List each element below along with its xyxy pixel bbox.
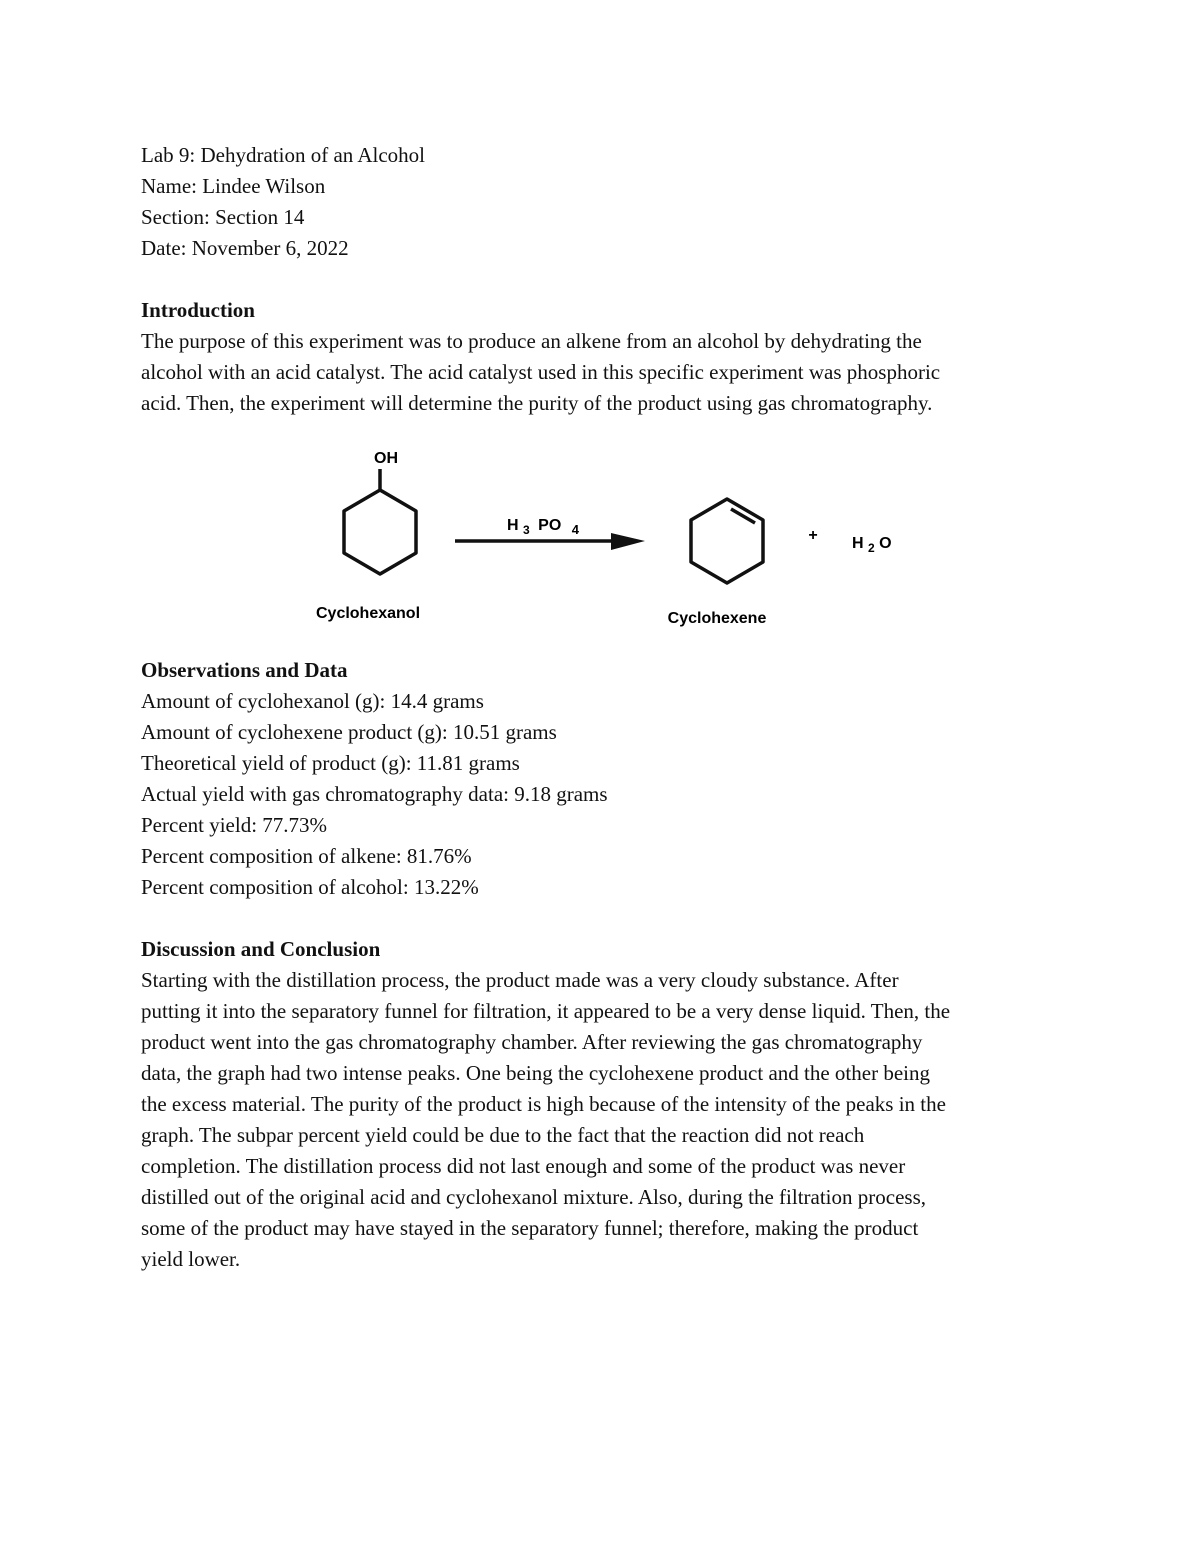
discussion-paragraph bbox=[141, 965, 1071, 1275]
date-info: Date: November 6, 2022 bbox=[141, 236, 349, 260]
reagent-label bbox=[507, 517, 580, 538]
water-sub-2: 2 bbox=[868, 541, 875, 555]
discussion-heading: Discussion and Conclusion bbox=[141, 937, 381, 961]
water-o: O bbox=[879, 535, 892, 552]
cyclohexanol-structure bbox=[316, 450, 420, 622]
discussion-line: some of the product may have stayed in the separatory funnel; therefore, making the product bbox=[141, 1216, 919, 1240]
reagent-sub-3: 3 bbox=[523, 523, 530, 537]
observation-item: Percent composition of alkene: 81.76% bbox=[141, 844, 472, 868]
discussion-line: Starting with the distillation process, the product made was a very cloudy substance. After bbox=[141, 968, 899, 992]
lab-title: Lab 9: Dehydration of an Alcohol bbox=[141, 143, 426, 167]
discussion-line: distilled out of the original acid and cyclohexanol mixture. Also, during the filtration process, bbox=[141, 1185, 926, 1209]
reagent-po: PO bbox=[538, 517, 562, 534]
discussion-line: the excess material. The purity of the product is high because of the intensity of the peaks in the bbox=[141, 1092, 946, 1116]
reagent-h: H bbox=[507, 517, 519, 534]
introduction-line: The purpose of this experiment was to produce an alkene from an alcohol by dehydrating the bbox=[141, 329, 922, 353]
discussion-line: putting it into the separatory funnel for filtration, it appeared to be a very dense liquid. Then, the bbox=[141, 999, 951, 1023]
introduction-line: acid. Then, the experiment will determine the purity of the product using gas chromatography. bbox=[141, 391, 933, 415]
cyclohexanol-label: Cyclohexanol bbox=[315, 605, 421, 622]
introduction-heading: Introduction bbox=[141, 298, 255, 322]
discussion-line: graph. The subpar percent yield could be due to the fact that the reaction did not reach bbox=[141, 1123, 865, 1147]
introduction-paragraph bbox=[141, 326, 1071, 419]
discussion-line: completion. The distillation process did not last enough and some of the product was never bbox=[141, 1154, 906, 1178]
reagent-sub-4: 4 bbox=[571, 522, 579, 537]
introduction-line: alcohol with an acid catalyst. The acid catalyst used in this specific experiment was phosphoric bbox=[141, 360, 941, 384]
observation-item: Amount of cyclohexanol (g): 14.4 grams bbox=[141, 689, 484, 713]
cyclohexene-label: Cyclohexene bbox=[667, 610, 767, 627]
observation-item: Amount of cyclohexene product (g): 10.51 grams bbox=[141, 720, 557, 744]
discussion-line: product went into the gas chromatography chamber. After reviewing the gas chromatography bbox=[141, 1030, 923, 1054]
observation-item: Actual yield with gas chromatography data: 9.18 grams bbox=[141, 782, 608, 806]
section-info: Section: Section 14 bbox=[141, 205, 305, 229]
observation-item: Percent yield: 77.73% bbox=[141, 813, 328, 837]
observation-item: Percent composition of alcohol: 13.22% bbox=[141, 875, 479, 899]
plus-sign: + bbox=[808, 527, 818, 544]
water-h: H bbox=[852, 535, 864, 552]
cyclohexene-structure bbox=[668, 499, 767, 627]
discussion-line: data, the graph had two intense peaks. One being the cyclohexene product and the other being bbox=[141, 1061, 930, 1085]
water-formula bbox=[852, 535, 892, 556]
reaction-arrow bbox=[455, 517, 645, 550]
discussion-line: yield lower. bbox=[141, 1247, 241, 1271]
hydroxyl-label: OH bbox=[374, 450, 398, 467]
reaction-scheme bbox=[141, 419, 1071, 655]
student-name: Name: Lindee Wilson bbox=[141, 174, 326, 198]
observations-heading: Observations and Data bbox=[141, 658, 348, 682]
document-page bbox=[141, 140, 1071, 1275]
observation-item: Theoretical yield of product (g): 11.81 grams bbox=[141, 751, 520, 775]
